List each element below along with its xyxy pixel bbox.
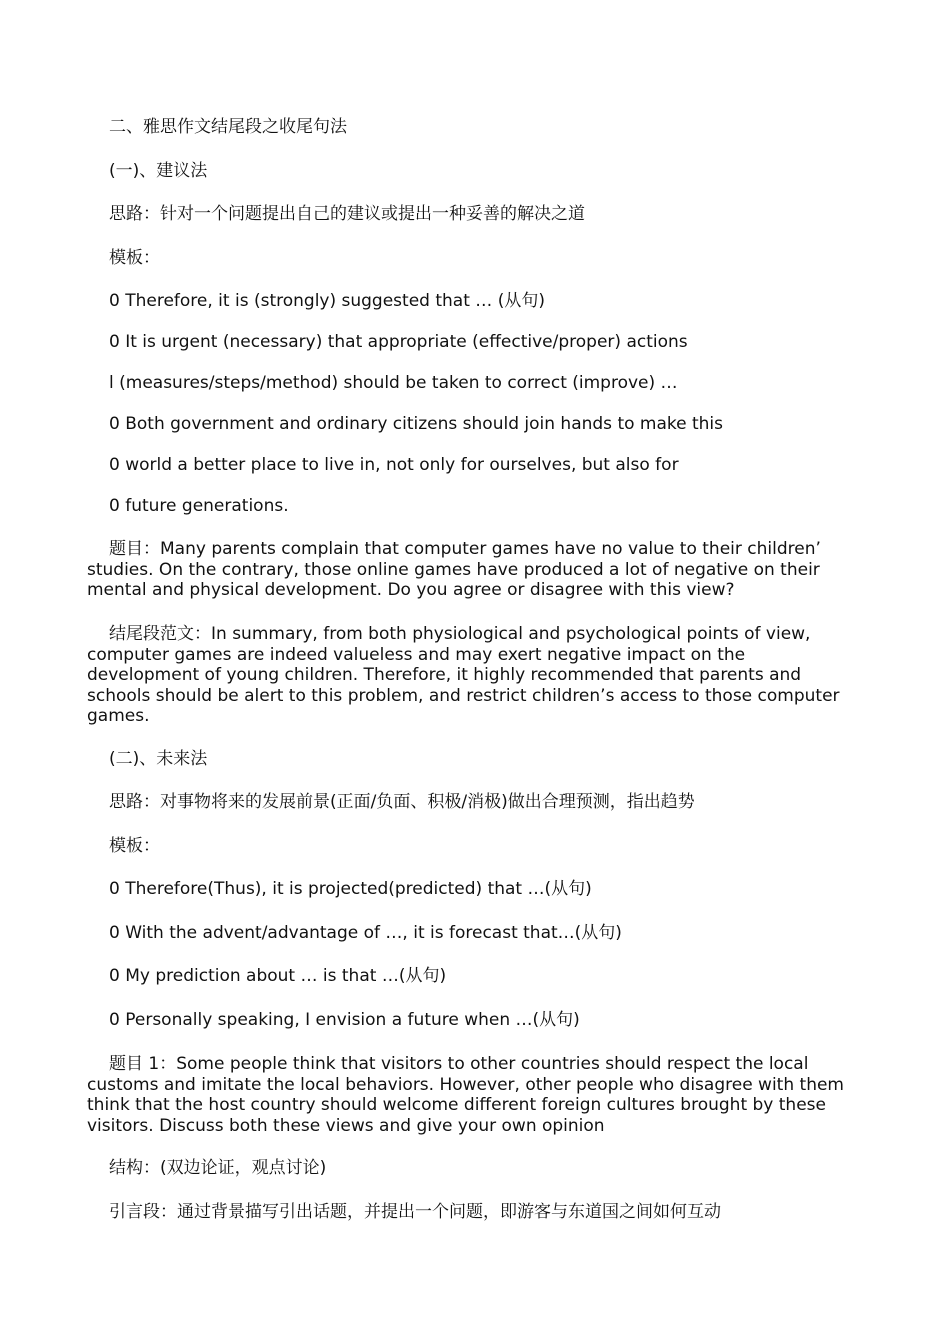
section-2-structure: 结构：(双边论证，观点讨论) (109, 1158, 327, 1178)
template-line: 0 Personally speaking, I envision a future when …(从句) (109, 1010, 580, 1030)
template-line: 0 With the advent/advantage of …, it is forecast that…(从句) (109, 923, 622, 943)
section-2-question: 题目 1：Some people think that visitors to other countries should respect the local customs and imitate the local behaviors. However, other people who disagree with them think that the host country should welcome different foreign cultures brought by these visitors. Discuss both these views and give your own opinion (87, 1054, 844, 1136)
section-2-template-label: 模板： (109, 836, 160, 856)
template-line: 0 Both government and ordinary citizens should join hands to make this (109, 414, 724, 434)
template-line: 0 My prediction about … is that …(从句) (109, 966, 447, 986)
template-line: 0 Therefore(Thus), it is projected(predicted) that …(从句) (109, 879, 592, 899)
template-line: 0 Therefore, it is (strongly) suggested that … (从句) (109, 291, 545, 311)
template-line: l (measures/steps/method) should be taken to correct (improve) … (109, 373, 678, 393)
main-heading: 二、雅思作文结尾段之收尾句法 (109, 117, 347, 137)
section-1-title: (一)、建议法 (109, 161, 208, 181)
section-1-template-label: 模板： (109, 248, 160, 268)
template-line: 0 world a better place to live in, not only for ourselves, but also for (109, 455, 679, 475)
section-1-question: 题目：Many parents complain that computer games have no value to their children’ studies. On the contrary, those online games have produced a lot of negative on their mental and physical development. Do you agree or disagree with this view? (87, 539, 821, 600)
section-2-title: (二)、未来法 (109, 749, 208, 769)
section-1-idea: 思路：针对一个问题提出自己的建议或提出一种妥善的解决之道 (109, 204, 585, 224)
section-2-idea: 思路：对事物将来的发展前景(正面/负面、积极/消极)做出合理预测，指出趋势 (109, 792, 695, 812)
template-line: 0 It is urgent (necessary) that appropriate (effective/proper) actions (109, 332, 688, 352)
section-1-sample-paragraph: 结尾段范文：In summary, from both physiological and psychological points of view, computer games are indeed valueless and may exert negative impact on the development of young children. Therefore, it highly recommended that parents and schools should be alert to this problem, and restrict children’s access to those computer games. (87, 624, 840, 726)
template-line: 0 future generations. (109, 496, 289, 516)
section-2-intro: 引言段：通过背景描写引出话题，并提出一个问题，即游客与东道国之间如何互动 (109, 1202, 721, 1222)
